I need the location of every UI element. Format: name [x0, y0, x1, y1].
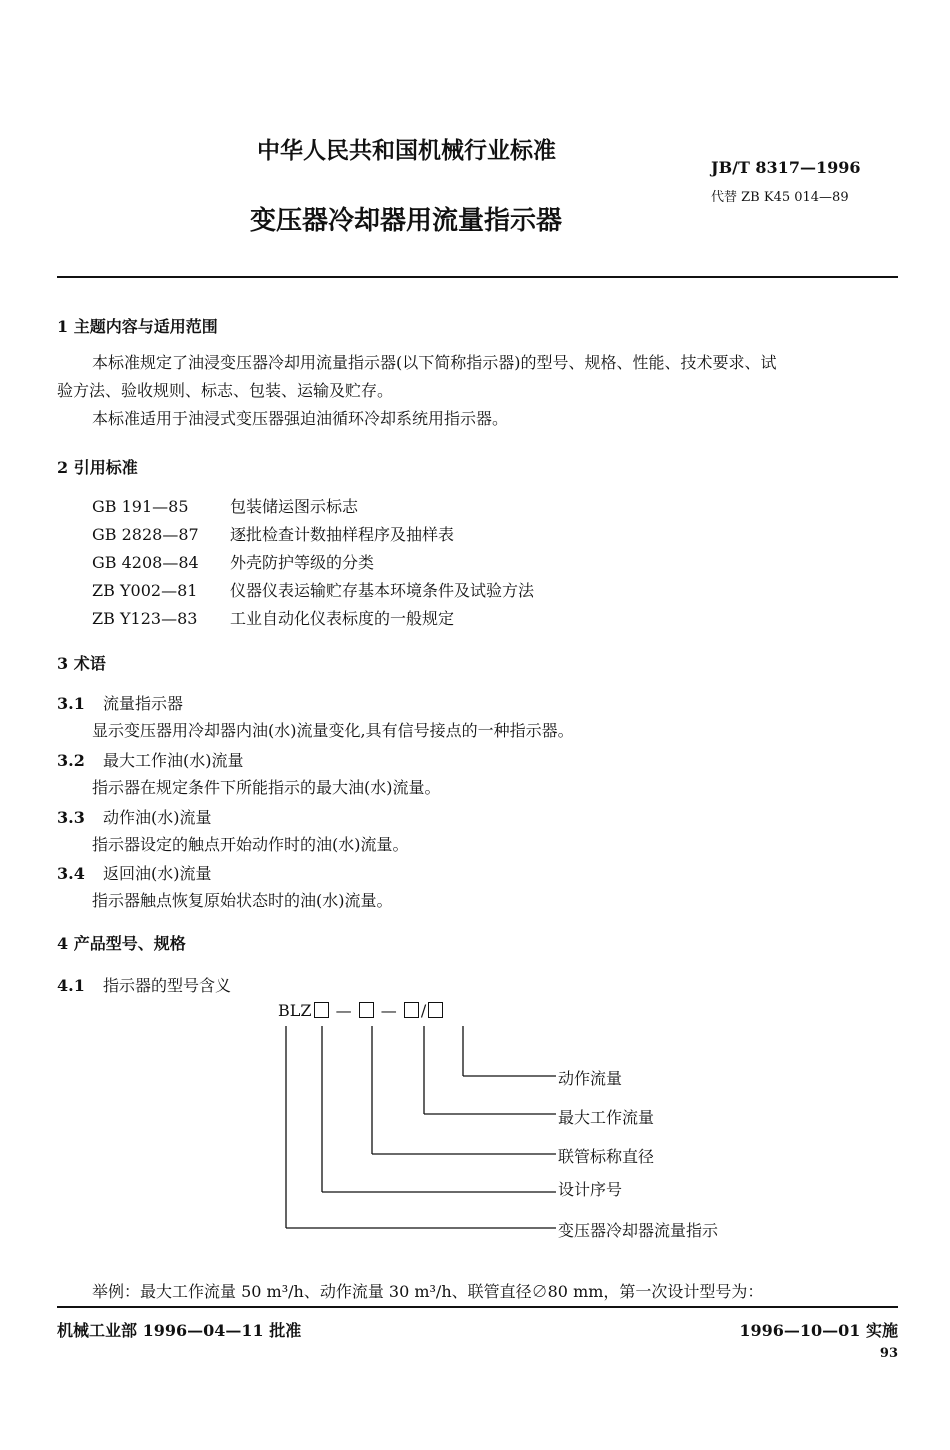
term-number: 3.4 [57, 864, 85, 883]
term-name: 返回油(水)流量 [103, 864, 212, 883]
standard-number: JB/T 8317—1996 [711, 158, 861, 177]
doc-title: 变压器冷却器用流量指示器 [250, 206, 563, 236]
section2-heading: 2 引用标准 [57, 458, 138, 477]
section3-heading: 3 术语 [57, 654, 106, 673]
model-dash: — [335, 1001, 352, 1020]
section1-para1-line1: 本标准规定了油浸变压器冷却用流量指示器(以下简称指示器)的型号、规格、性能、技术要求、试 [92, 353, 777, 372]
example-text: 举例：最大工作流量 50 m³/h、动作流量 30 m³/h、联管直径∅80 mm，第一次设计型号为： [92, 1282, 764, 1301]
term-number: 3.3 [57, 808, 85, 827]
term-name: 流量指示器 [103, 694, 184, 713]
model-dash: — [380, 1001, 397, 1020]
model-prefix: BLZ [278, 1001, 312, 1020]
subsection-number: 4.1 [57, 976, 85, 995]
replaces-standard: 代替 ZB K45 014—89 [711, 190, 849, 205]
reference-title: 外壳防护等级的分类 [230, 553, 375, 572]
reference-code: ZB Y002—81 [92, 581, 198, 600]
section1-heading: 1 主题内容与适用范围 [57, 317, 218, 336]
reference-code: GB 191—85 [92, 497, 189, 516]
reference-title: 仪器仪表运输贮存基本环境条件及试验方法 [230, 581, 535, 600]
term-definition: 指示器触点恢复原始状态时的油(水)流量。 [92, 891, 393, 910]
subsection-title: 指示器的型号含义 [103, 976, 232, 995]
term-number: 3.1 [57, 694, 85, 713]
page-number: 93 [879, 1346, 898, 1361]
term-definition: 指示器在规定条件下所能指示的最大油(水)流量。 [92, 778, 441, 797]
label-pipe-diameter: 联管标称直径 [558, 1147, 655, 1166]
reference-code: GB 2828—87 [92, 525, 199, 544]
section4-heading: 4 产品型号、规格 [57, 934, 186, 953]
section1-para2: 本标准适用于油浸式变压器强迫油循环冷却系统用指示器。 [92, 409, 509, 428]
org-title: 中华人民共和国机械行业标准 [257, 137, 556, 164]
term-number: 3.2 [57, 751, 85, 770]
reference-code: GB 4208—84 [92, 553, 199, 572]
term-definition: 指示器设定的触点开始动作时的油(水)流量。 [92, 835, 409, 854]
effective-date: 1996—10—01 实施 [739, 1321, 898, 1340]
section1-para1-line2: 验方法、验收规则、标志、包装、运输及贮存。 [57, 381, 394, 400]
label-action-flow: 动作流量 [558, 1069, 623, 1088]
reference-title: 包装储运图示标志 [230, 497, 359, 516]
reference-title: 工业自动化仪表标度的一般规定 [230, 609, 455, 628]
term-name: 最大工作油(水)流量 [103, 751, 244, 770]
footer-rule [57, 1306, 898, 1308]
label-product-name: 变压器冷却器流量指示 [558, 1221, 719, 1240]
label-design-serial: 设计序号 [558, 1180, 623, 1199]
reference-title: 逐批检查计数抽样程序及抽样表 [230, 525, 455, 544]
reference-code: ZB Y123—83 [92, 609, 198, 628]
label-max-flow: 最大工作流量 [558, 1108, 655, 1127]
approval-date: 机械工业部 1996—04—11 批准 [57, 1321, 302, 1340]
model-slash: / [420, 1001, 427, 1020]
term-definition: 显示变压器用冷却器内油(水)流量变化,具有信号接点的一种指示器。 [92, 721, 574, 740]
term-name: 动作油(水)流量 [103, 808, 212, 827]
